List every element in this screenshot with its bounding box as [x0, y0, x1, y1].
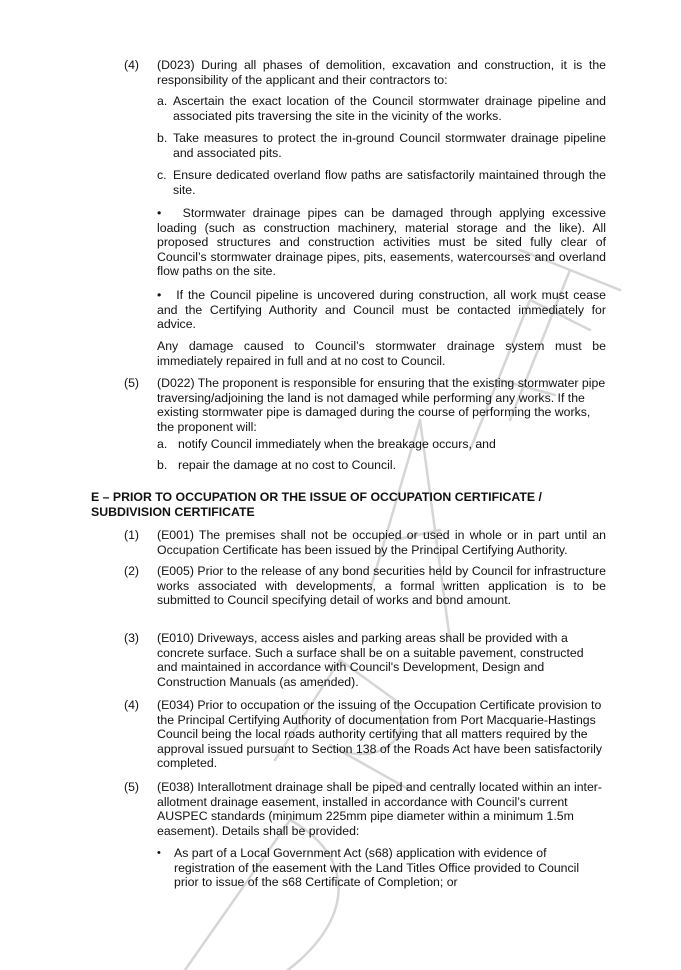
- item-number: (2): [124, 564, 140, 578]
- bullet: •: [157, 206, 162, 220]
- item-number: (5): [124, 376, 140, 390]
- item-number: (4): [124, 698, 140, 712]
- condition-d022: [124, 376, 606, 434]
- note-bullet: • Stormwater drainage pipes can be damaged through applying excessive loading (such as construction machinery, material storage and the like). All proposed structures and construction activities must be sited fully clear of Council’s stormwater drainage pipes, pits, easements, watercourses and overland flow paths on the site.: [157, 206, 607, 279]
- sub-item: a. Ascertain the exact location of the Council stormwater drainage pipeline and associated pits traversing the site in the vicinity of the works.: [157, 94, 606, 123]
- condition-text: (D022) The proponent is responsible for ensuring that the existing stormwater pipe traversing/adjoining the land is not damaged while performing any works. If the existing stormwater pipe is damaged during the course of performing the works, the proponent will:: [157, 376, 606, 434]
- condition-text: (E010) Driveways, access aisles and parking areas shall be provided with a concrete surface. Such a surface shall be on a suitable pavement, constructed and maintained in accordance with Council's Development, Design and Construction Manuals (as amended).: [157, 631, 584, 689]
- condition-e005: [124, 564, 606, 608]
- condition-d023: [124, 58, 606, 87]
- condition-e034: [124, 698, 606, 771]
- item-number: (5): [124, 780, 140, 794]
- bullet: •: [157, 288, 162, 302]
- condition-text: (D023) During all phases of demolition, excavation and construction, it is the responsibility of the applicant and their contractors to:: [157, 58, 606, 87]
- note-paragraph: Any damage caused to Council’s stormwater drainage system must be immediately repaired in full and at no cost to Council.: [157, 339, 606, 368]
- item-number: (3): [124, 631, 140, 645]
- condition-text: (E034) Prior to occupation or the issuing of the Occupation Certificate provision to the Principal Certifying Authority of documentation from Port Macquarie-Hastings Council being the local roads authority certifying that all matters required by the approval issued pursuant to Section 138 of the Roads Act have been satisfactorily completed.: [157, 698, 603, 771]
- sub-item: b. repair the damage at no cost to Council.: [157, 458, 397, 472]
- condition-e001: [124, 528, 606, 557]
- item-number: (4): [124, 58, 140, 72]
- section-heading: E – PRIOR TO OCCUPATION OR THE ISSUE OF OCCUPATION CERTIFICATE / SUBDIVISION CERTIFICATE: [91, 490, 542, 519]
- condition-e038: [124, 780, 606, 838]
- condition-e010: [124, 631, 606, 689]
- condition-text: (E005) Prior to the release of any bond securities held by Council for infrastructure works associated with developments, a formal written application is to be submitted to Council specifying detail of works and bond amount.: [157, 564, 606, 608]
- bullet: •: [157, 847, 161, 859]
- list-item: • As part of a Local Government Act (s68) application with evidence of registration of the easement with the Land Titles Office provided to Council prior to issue of the s68 Certificate of Completion; or: [157, 846, 580, 890]
- sub-item: a. notify Council immediately when the breakage occurs, and: [157, 437, 496, 451]
- condition-text: (E038) Interallotment drainage shall be piped and centrally located within an inter-allotment drainage easement, installed in accordance with Council’s current AUSPEC standards (minimum 225mm pipe diameter within a minimum 1.5m easement). Details shall be provided:: [157, 780, 602, 838]
- note-bullet: • If the Council pipeline is uncovered during construction, all work must cease and the Certifying Authority and Council must be contacted immediately for advice.: [157, 288, 607, 332]
- sub-item: c. Ensure dedicated overland flow paths are satisfactorily maintained through the site.: [157, 168, 606, 197]
- condition-text: (E001) The premises shall not be occupied or used in whole or in part until an Occupation Certificate has been issued by the Principal Certifying Authority.: [157, 528, 606, 557]
- item-number: (1): [124, 528, 140, 542]
- sub-item: b. Take measures to protect the in-ground Council stormwater drainage pipeline and associated pits.: [157, 131, 606, 160]
